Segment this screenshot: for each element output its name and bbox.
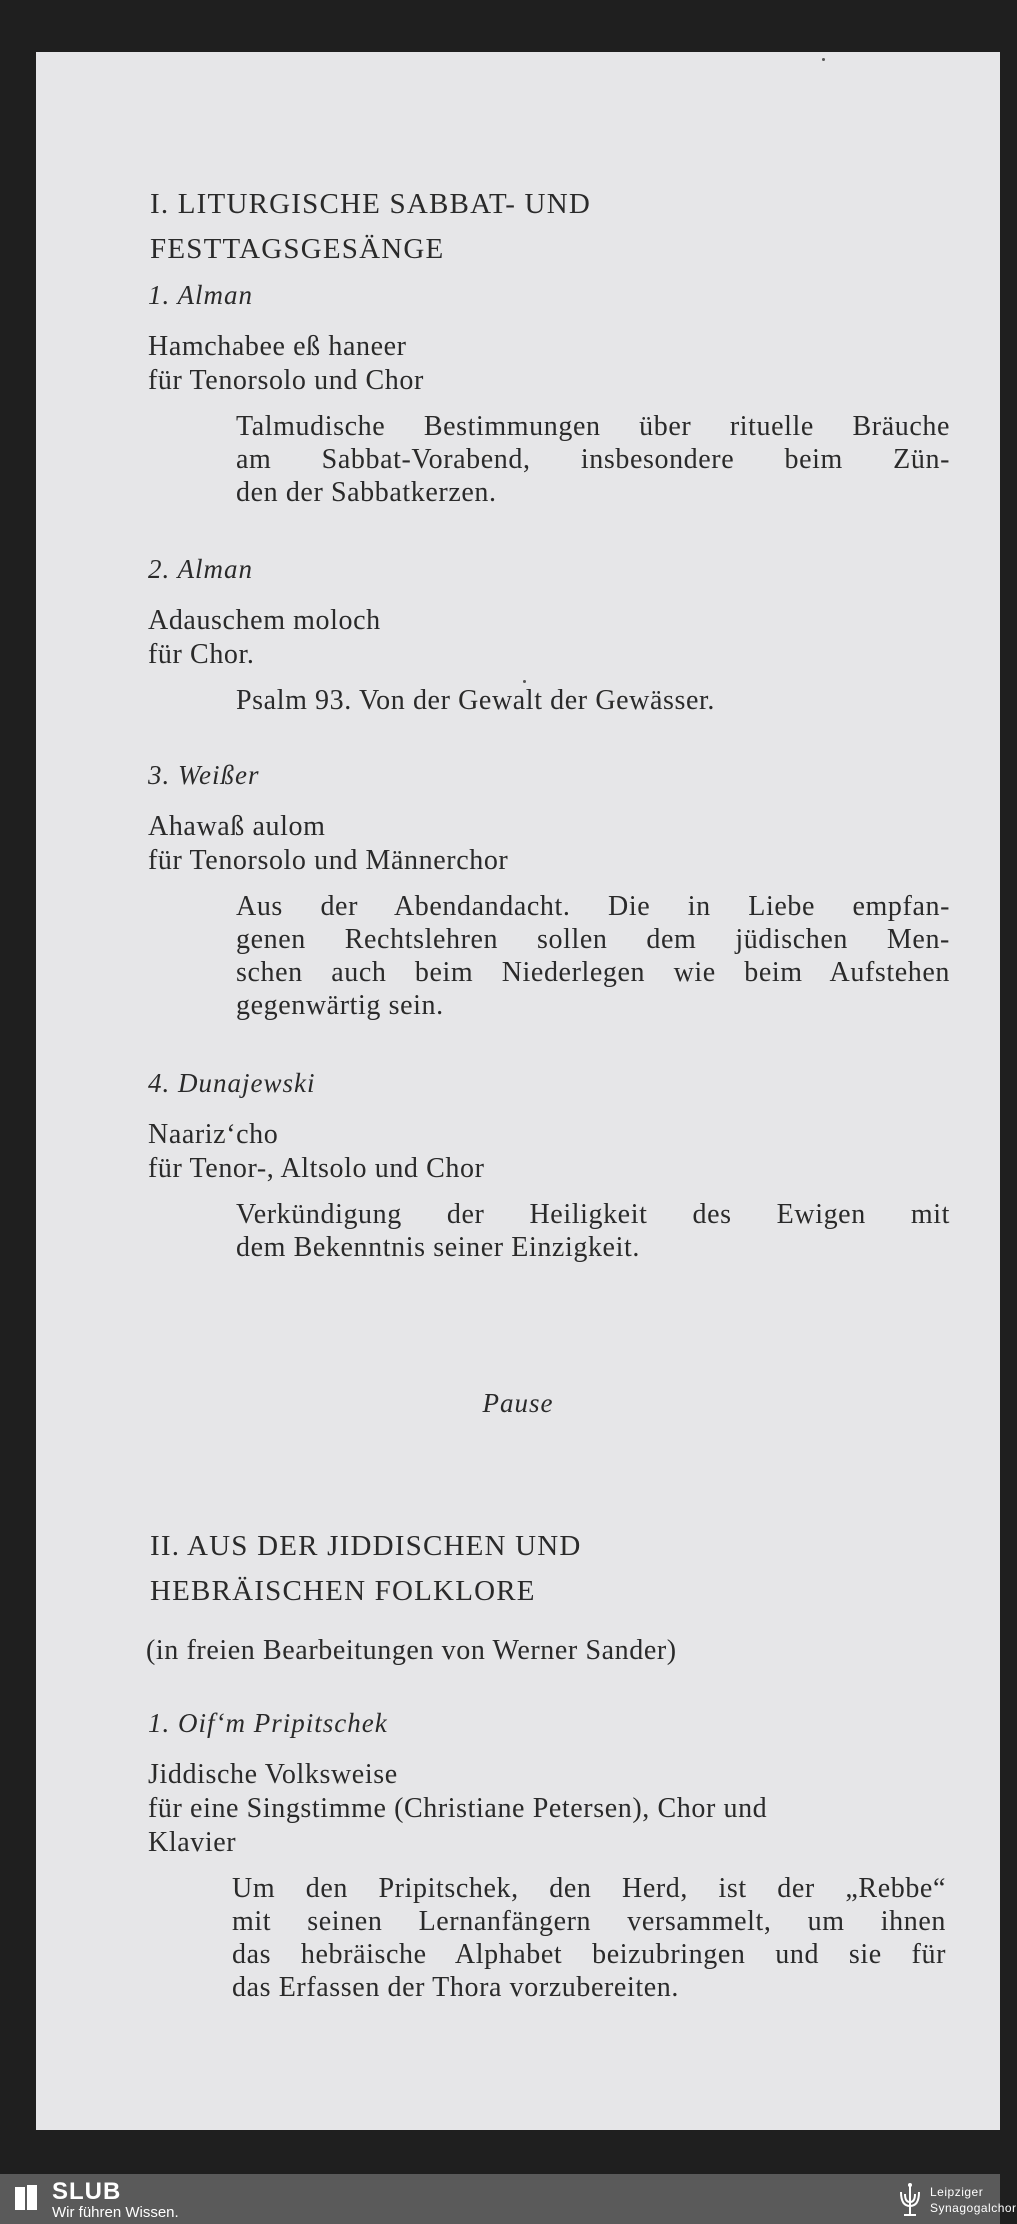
piece-info [148, 330, 424, 398]
section-1-title-line: I. LITURGISCHE SABBAT- UND [150, 188, 591, 220]
piece-info [148, 604, 381, 672]
brand-tagline: Wir führen Wissen. [52, 2204, 179, 2221]
composer-heading: 2. Alman [148, 554, 254, 584]
choir-name [930, 2184, 1017, 2216]
program-page [36, 52, 1000, 2130]
description-line: gegenwärtig sein. [236, 990, 444, 1021]
piece-scoring: für eine Singstimme (Christiane Petersen), Chor und [148, 1793, 768, 1824]
choir-name-line: Synagogalchor [930, 2201, 1017, 2215]
description-line: genen Rechtslehren sollen dem jüdischen Men- [236, 924, 950, 955]
description-line: dem Bekenntnis seiner Einzigkeit. [236, 1232, 640, 1263]
composer-heading: 3. Weißer [148, 760, 260, 790]
section-2-title-line: II. AUS DER JIDDISCHEN UND [150, 1530, 582, 1562]
piece-info [148, 1758, 767, 1860]
paper-speck [822, 58, 825, 61]
piece-title: Ahawaß aulom [148, 811, 326, 842]
description-line: das hebräische Alphabet beizubringen und sie für [232, 1939, 946, 1970]
description-line: das Erfassen der Thora vorzubereiten. [232, 1972, 679, 2003]
book-icon [14, 2184, 38, 2212]
section-2-title-line: HEBRÄISCHEN FOLKLORE [150, 1575, 536, 1607]
piece-info [148, 810, 508, 878]
piece-title: Hamchabee eß haneer [148, 331, 407, 362]
section-2-title [150, 1524, 582, 1614]
description-line: mit seinen Lernanfängern versammelt, um ihnen [232, 1906, 946, 1937]
section-1-title-line: FESTTAGSGESÄNGE [150, 233, 445, 265]
description-line: den der Sabbatkerzen. [236, 477, 497, 508]
piece-title: Adauschem moloch [148, 605, 381, 636]
piece-scoring: für Tenorsolo und Männerchor [148, 845, 509, 876]
composer-heading: 4. Dunajewski [148, 1068, 316, 1098]
choir-name-line: Leipziger [930, 2185, 984, 2199]
description-line: Psalm 93. Von der Gewalt der Gewässer. [236, 685, 716, 716]
section-2-subtitle: (in freien Bearbeitungen von Werner Sander) [146, 1635, 677, 1666]
description-line: Aus der Abendandacht. Die in Liebe empfan- [236, 891, 950, 922]
piece-description [236, 410, 950, 509]
piece-scoring: für Tenor-, Altsolo und Chor [148, 1153, 485, 1184]
piece-scoring: für Chor. [148, 639, 255, 670]
paper-speck [523, 680, 526, 683]
description-line: am Sabbat-Vorabend, insbesondere beim Zün- [236, 444, 950, 475]
footer-bar [0, 2174, 1017, 2224]
pause-label: Pause [482, 1388, 554, 1418]
piece-description [236, 1198, 950, 1264]
menorah-icon [897, 2182, 923, 2218]
piece-title: Jiddische Volksweise [148, 1759, 398, 1790]
piece-description [236, 684, 950, 717]
piece-scoring: für Tenorsolo und Chor [148, 365, 424, 396]
piece-description [236, 890, 950, 1022]
description-line: Verkündigung der Heiligkeit des Ewigen mit [236, 1199, 950, 1230]
brand-name: SLUB [52, 2178, 122, 2205]
section-1-title [150, 182, 591, 272]
piece-info [148, 1118, 485, 1186]
description-line: Talmudische Bestimmungen über rituelle Bräuche [236, 411, 950, 442]
composer-heading: 1. Oif‘m Pripitschek [148, 1708, 388, 1738]
description-line: schen auch beim Niederlegen wie beim Aufstehen [236, 957, 950, 988]
piece-scoring: Klavier [148, 1827, 237, 1858]
description-line: Um den Pripitschek, den Herd, ist der „Rebbe“ [232, 1873, 946, 1904]
composer-heading: 1. Alman [148, 280, 254, 310]
piece-description [232, 1872, 946, 2004]
piece-title: Naariz‘cho [148, 1119, 279, 1150]
